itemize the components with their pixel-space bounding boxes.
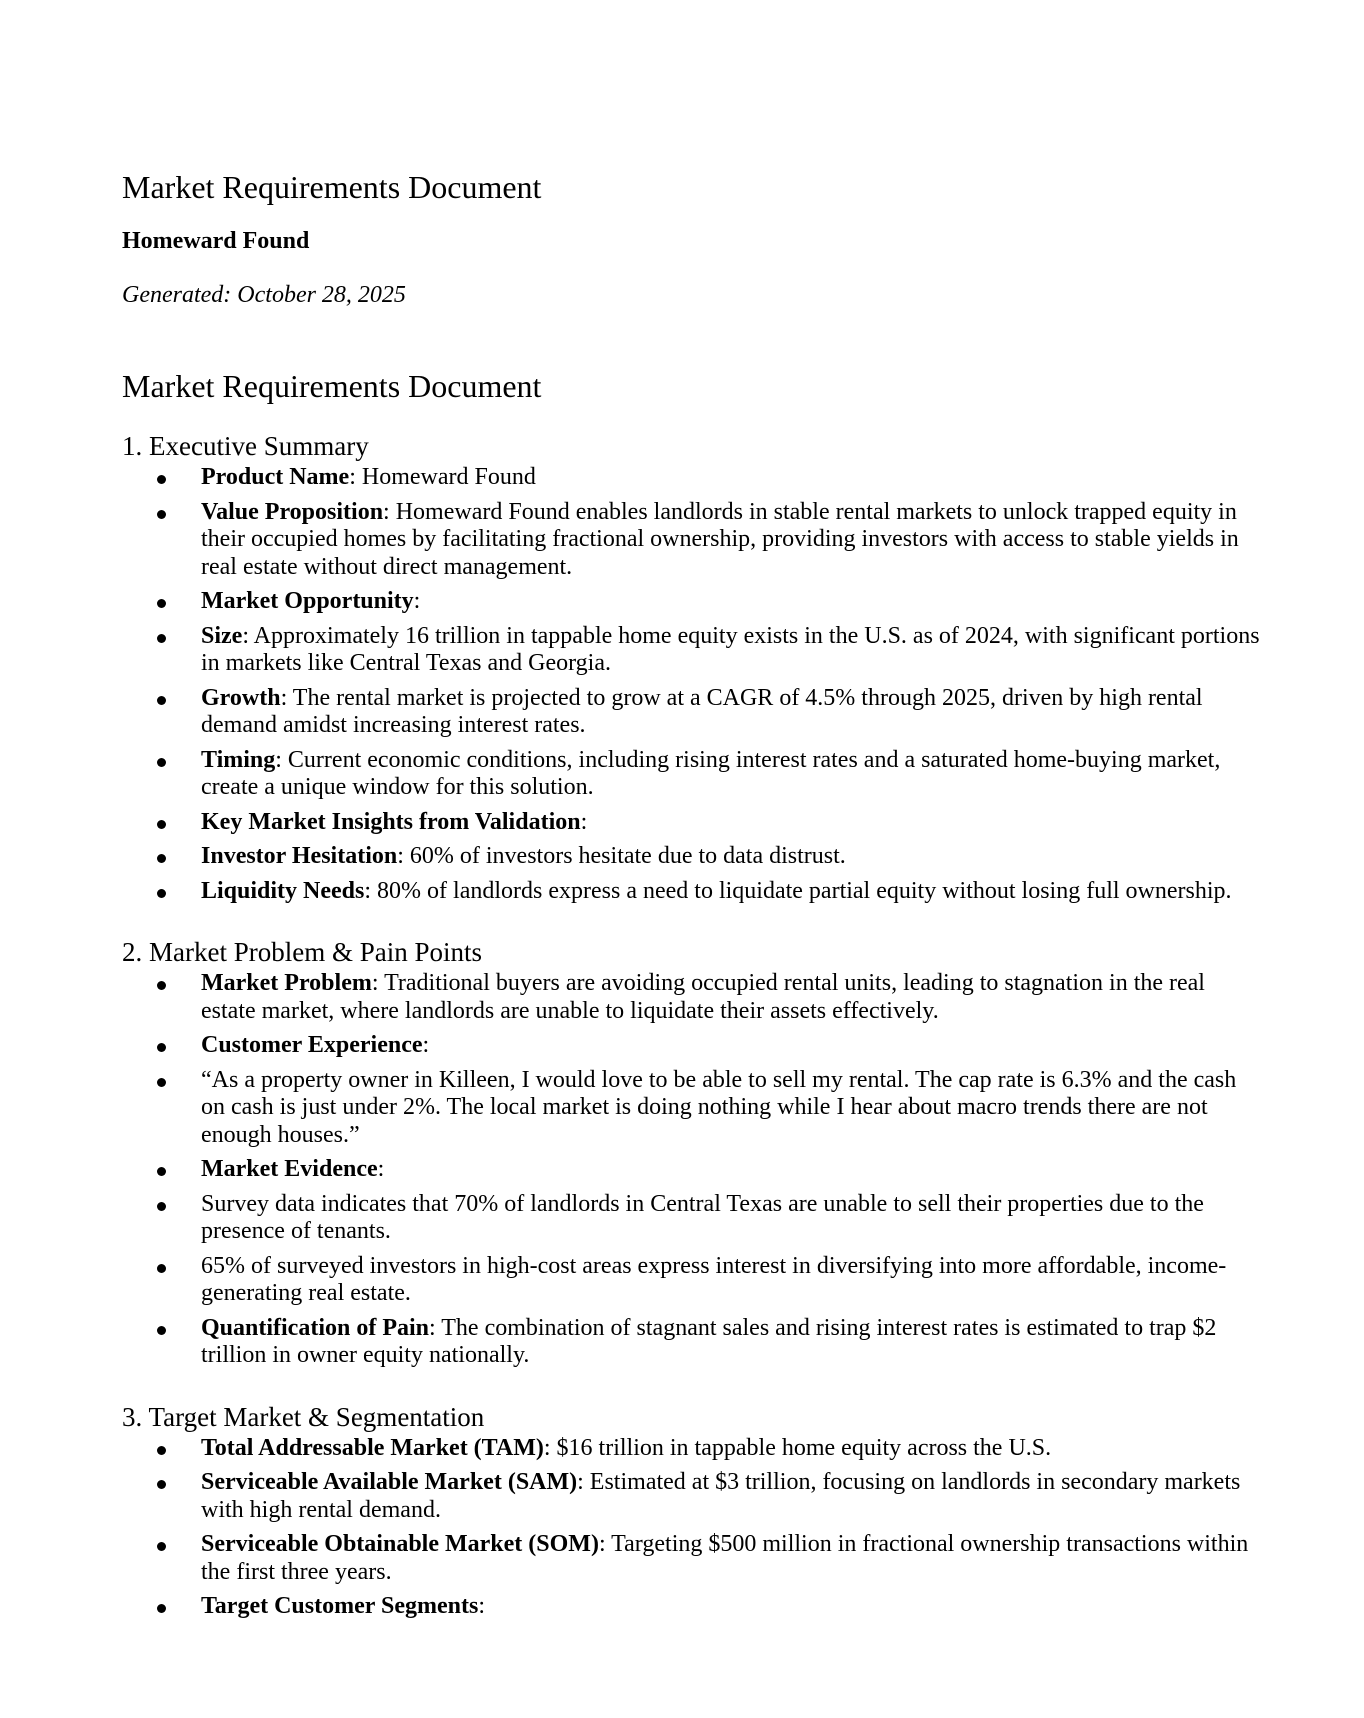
bullet-icon: [157, 1043, 166, 1052]
item-text: :: [580, 808, 588, 835]
item-label: Liquidity Needs: [201, 877, 365, 904]
item-text: Survey data indicates that 70% of landlords in Central Texas are unable to sell their properties due to the presence of tenants.: [201, 1190, 1204, 1244]
bullet-icon: [157, 820, 166, 829]
item-text: : Traditional buyers are avoiding occupied rental units, leading to stagnation in the real estate market, where landlords are unable to liquidate their assets effectively.: [201, 970, 1205, 1024]
bullet-icon: [157, 1446, 166, 1455]
list-item: [201, 685, 1262, 740]
item-label: Market Problem: [201, 970, 372, 996]
item-label: Market Opportunity: [201, 588, 414, 614]
bullet-icon: [157, 758, 166, 767]
item-label: Quantification of Pain: [201, 1314, 430, 1341]
item-label: Timing: [201, 746, 276, 773]
bullet-icon: [157, 854, 166, 863]
product-subtitle: Homeward Found: [122, 228, 310, 254]
bullet-icon: [157, 510, 166, 519]
bullet-icon: [157, 1542, 166, 1551]
item-text: : Homeward Found enables landlords in stable rental markets to unlock trapped equity in their occupied homes by facilitating fractional ownership, providing investors with access to stable yields in real estate without direct management.: [201, 498, 1239, 580]
sections-container: [122, 429, 1262, 1621]
item-label: Value Proposition: [201, 498, 384, 525]
list-item: [201, 1253, 1262, 1308]
item-text: “As a property owner in Killeen, I would love to be able to sell my rental. The cap rate is 6.3% and the cash on cash is just under 2%. The local market is doing nothing while I hear about macro trends there are not enough houses.”: [201, 1066, 1237, 1148]
item-text: :: [478, 1593, 485, 1619]
list-item: [201, 1156, 1262, 1184]
document-page: [122, 168, 1262, 1628]
item-text: : 80% of landlords express a need to liquidate partial equity without losing full ownership.: [364, 877, 1232, 904]
bullet-icon: [157, 1604, 166, 1613]
item-text: : Targeting $500 million in fractional ownership transactions within the first three years.: [201, 1531, 1249, 1585]
section-heading: 1. Executive Summary: [122, 431, 369, 461]
list-item: [201, 623, 1262, 678]
list-item: [201, 588, 1262, 616]
item-label: Growth: [201, 684, 281, 711]
bullet-icon: [157, 981, 166, 990]
bullet-icon: [157, 475, 166, 484]
item-label: Market Evidence: [201, 1156, 378, 1182]
list-item: [201, 843, 1262, 871]
bullet-icon: [157, 634, 166, 643]
item-label: Product Name: [201, 464, 350, 490]
bullet-list: [122, 464, 1262, 905]
bullet-icon: [157, 1202, 166, 1211]
bullet-icon: [157, 1326, 166, 1335]
item-label: Serviceable Obtainable Market (SOM): [201, 1531, 599, 1557]
item-text: : Current economic conditions, including rising interest rates and a saturated home-buying market, create a unique window for this solution.: [201, 746, 1221, 800]
bullet-icon: [157, 696, 166, 705]
list-item: [201, 747, 1262, 802]
item-text: : 60% of investors hesitate due to data distrust.: [397, 843, 846, 869]
item-label: Total Addressable Market (TAM): [201, 1434, 544, 1461]
list-item: [201, 970, 1262, 1025]
item-text: : Estimated at $3 trillion, focusing on landlords in secondary markets with high rental demand.: [201, 1469, 1241, 1523]
document-title-repeat: Market Requirements Document: [122, 368, 542, 404]
bullet-icon: [157, 1264, 166, 1273]
section-3: [122, 1400, 1262, 1621]
list-item: [201, 499, 1262, 582]
list-item: [201, 1469, 1262, 1524]
item-label: Key Market Insights from Validation: [201, 808, 581, 835]
list-item: [201, 1315, 1262, 1370]
bullet-list: [122, 970, 1262, 1370]
item-label: Size: [201, 622, 243, 649]
list-item: [201, 1435, 1262, 1463]
section-1: [122, 429, 1262, 905]
list-item: [201, 464, 1262, 492]
list-item: [201, 878, 1262, 906]
bullet-icon: [157, 889, 166, 898]
bullet-icon: [157, 1167, 166, 1176]
item-text: : Approximately 16 trillion in tappable home equity exists in the U.S. as of 2024, with significant portions in markets like Central Texas and Georgia.: [201, 622, 1260, 676]
item-text: : $16 trillion in tappable home equity across the U.S.: [543, 1434, 1052, 1461]
item-text: : Homeward Found: [349, 464, 536, 490]
bullet-icon: [157, 1480, 166, 1489]
list-item: [201, 1593, 1262, 1621]
list-item: [201, 1531, 1262, 1586]
item-text: :: [413, 588, 421, 614]
list-item: [201, 1067, 1262, 1150]
item-text: 65% of surveyed investors in high-cost areas express interest in diversifying into more affordable, income-generating real estate.: [201, 1252, 1227, 1306]
item-label: Investor Hesitation: [201, 843, 398, 869]
list-item: [201, 1191, 1262, 1246]
bullet-icon: [157, 599, 166, 608]
item-text: :: [422, 1032, 430, 1058]
section-heading: 3. Target Market & Segmentation: [122, 1401, 485, 1432]
bullet-list: [122, 1435, 1262, 1621]
section-heading: 2. Market Problem & Pain Points: [122, 937, 482, 967]
item-label: Customer Experience: [201, 1032, 423, 1058]
document-title: Market Requirements Document: [122, 169, 542, 205]
item-text: : The rental market is projected to grow at a CAGR of 4.5% through 2025, driven by high rental demand amidst increasing interest rates.: [201, 684, 1203, 738]
generated-date: Generated: October 28, 2025: [122, 282, 406, 308]
item-text: :: [377, 1156, 385, 1182]
item-label: Serviceable Available Market (SAM): [201, 1469, 578, 1495]
list-item: [201, 1032, 1262, 1060]
section-2: [122, 935, 1262, 1370]
item-label: Target Customer Segments: [201, 1593, 479, 1619]
bullet-icon: [157, 1078, 166, 1087]
list-item: [201, 809, 1262, 837]
item-text: : The combination of stagnant sales and rising interest rates is estimated to trap $2 trillion in owner equity nationally.: [201, 1314, 1217, 1368]
